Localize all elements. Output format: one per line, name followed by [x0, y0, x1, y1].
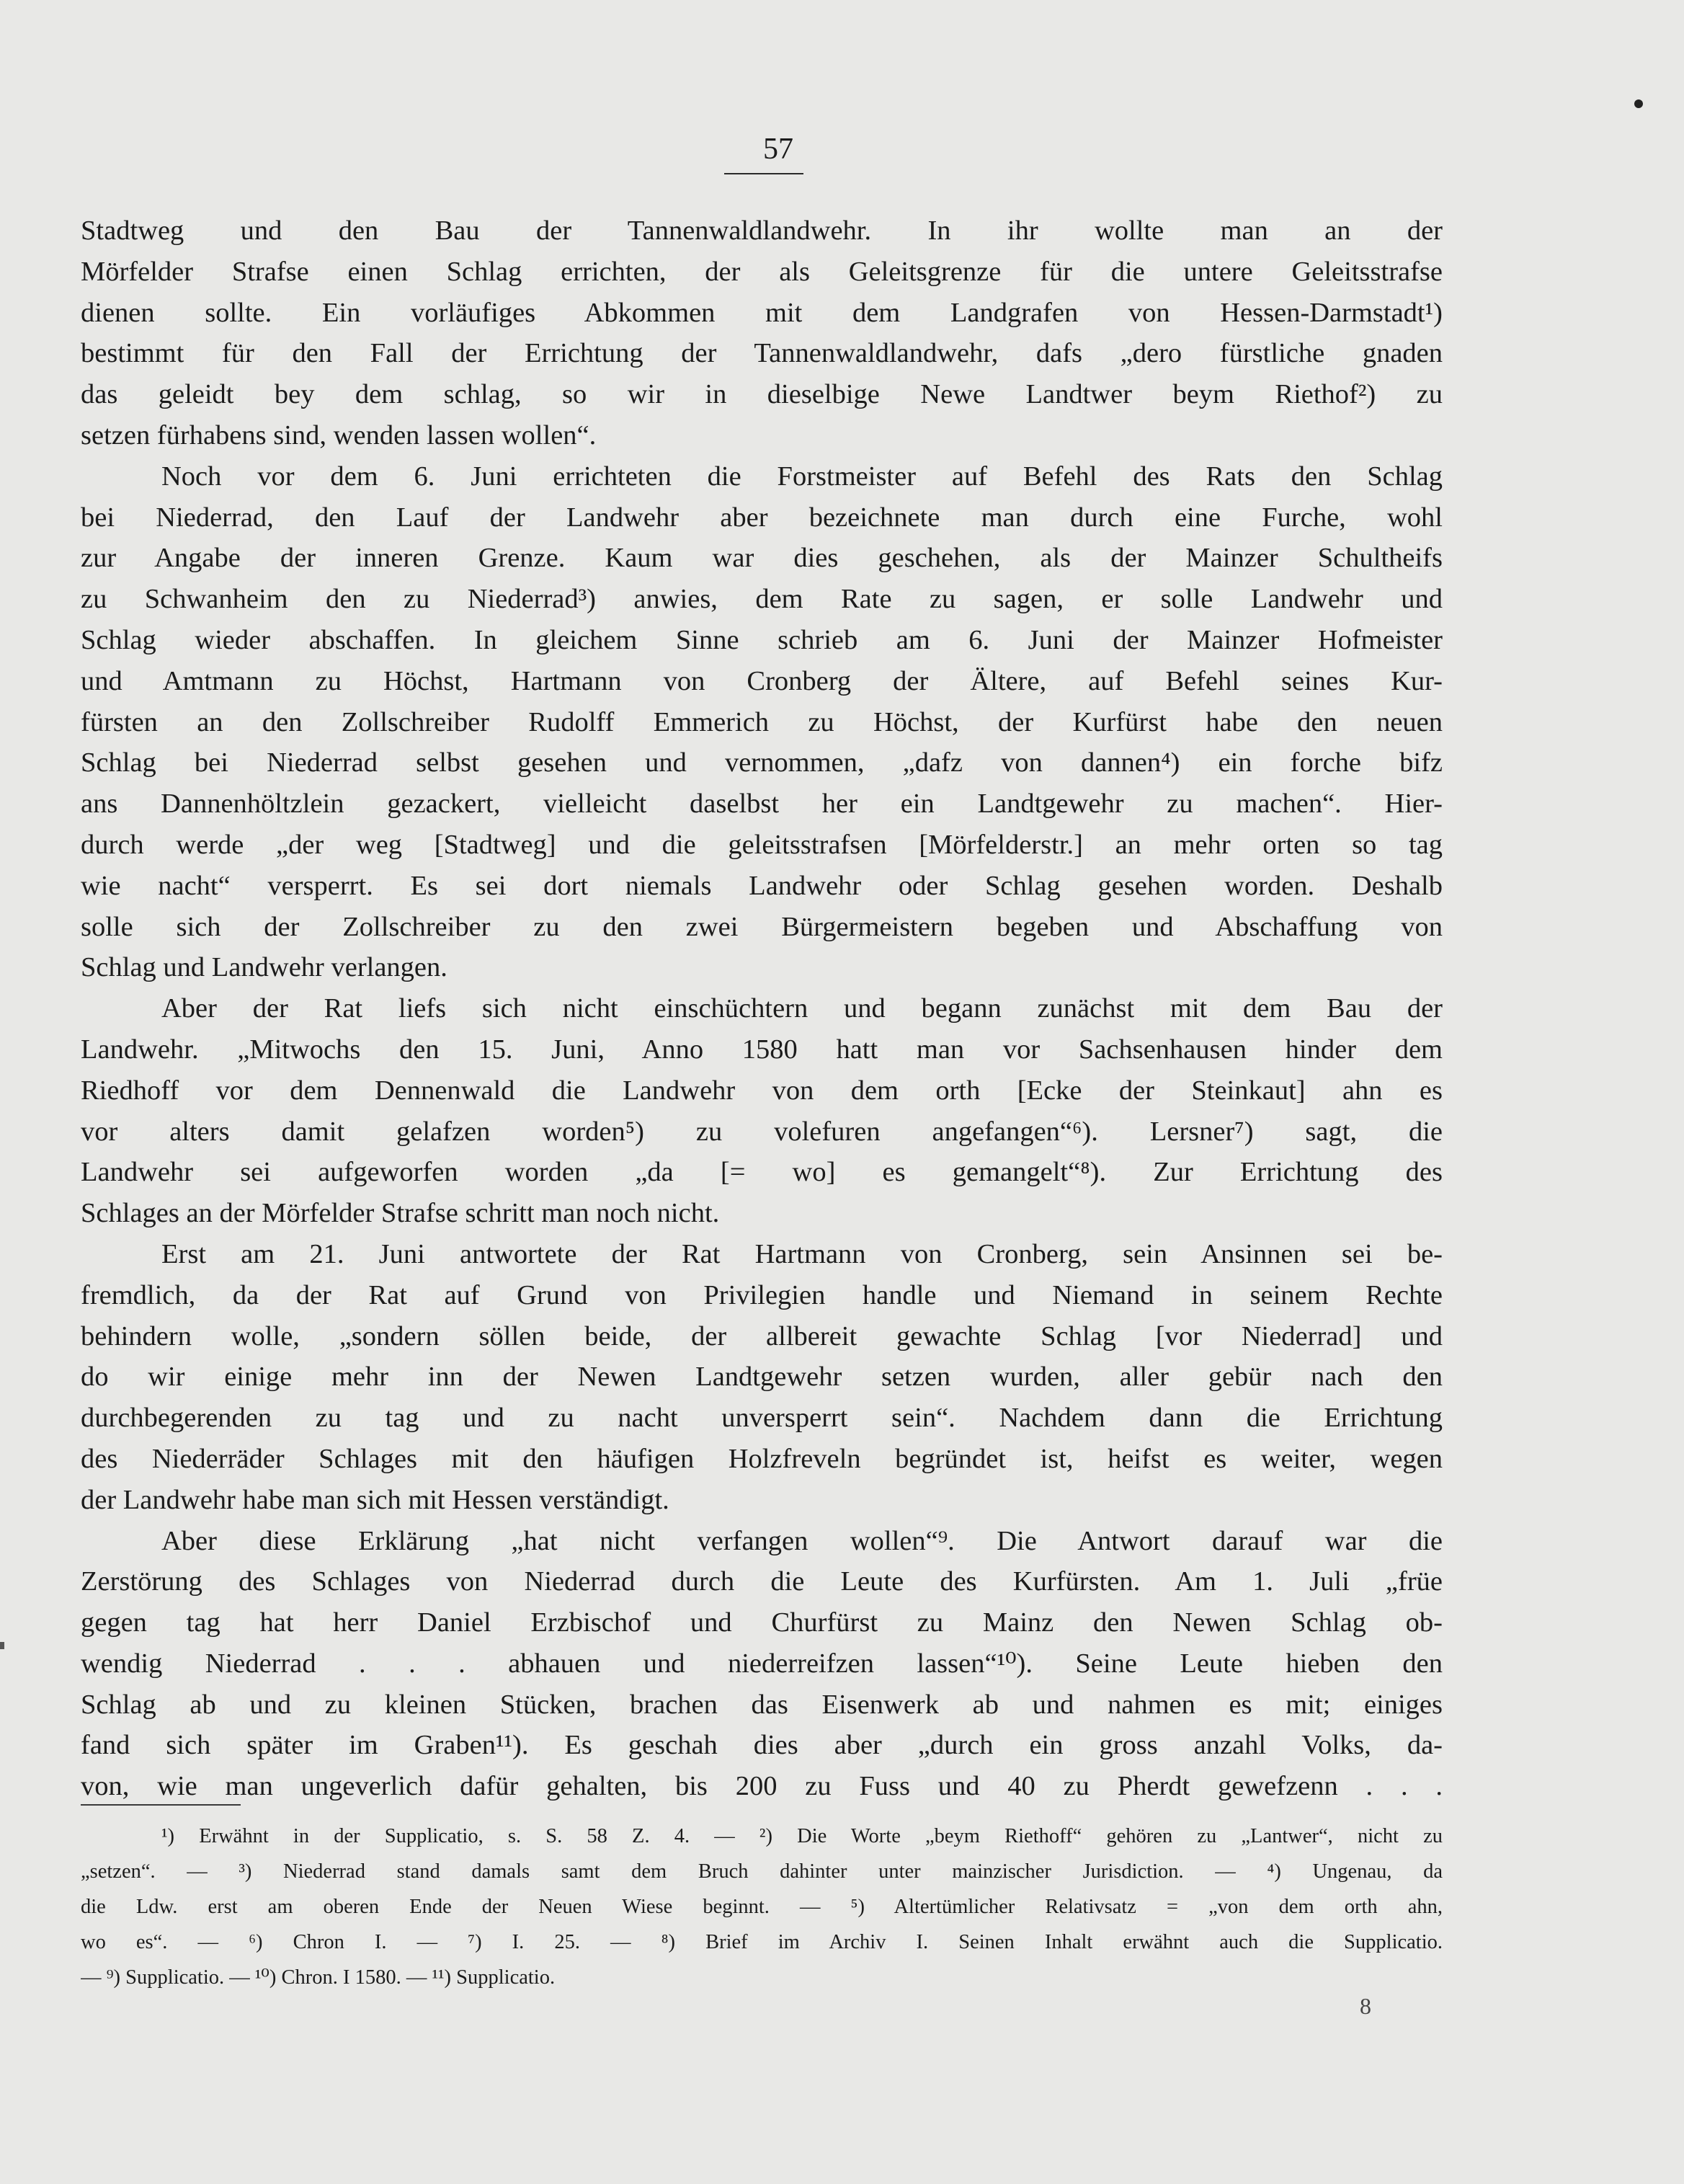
text-line: von, wie man ungeverlich dafür gehalten, bis 200 zu Fuss und 40 zu Pherdt gewefzenn . . . [81, 1771, 1443, 1802]
text-line: bei Niederrad, den Lauf der Landwehr aber bezeichnete man durch eine Furche, wohl [81, 502, 1443, 533]
text-line: Noch vor dem 6. Juni errichteten die Forstmeister auf Befehl des Rats den Schlag [161, 461, 1443, 492]
text-line: Mörfelder Strafse einen Schlag errichten, der als Geleitsgrenze für die untere Geleitsstrafse [81, 256, 1443, 287]
signature-mark: 8 [1360, 1993, 1371, 2019]
text-line: Zerstörung des Schlages von Niederrad durch die Leute des Kurfürsten. Am 1. Juli „früe [81, 1566, 1443, 1597]
text-line: solle sich der Zollschreiber zu den zwei Bürgermeistern begeben und Abschaffung von [81, 911, 1443, 942]
text-line: vor alters damit gelafzen worden⁵) zu volefuren angefangen“⁶). Lersner⁷) sagt, die [81, 1116, 1443, 1147]
text-line: ans Dannenhöltzlein gezackert, vielleicht daselbst her ein Landtgewehr zu machen“. Hier- [81, 789, 1443, 820]
text-line: durch werde „der weg [Stadtweg] und die geleitsstrafsen [Mörfelderstr.] an mehr orten so tag [81, 829, 1443, 860]
text-line: Schlag wieder abschaffen. In gleichem Sinne schrieb am 6. Juni der Mainzer Hofmeister [81, 624, 1443, 655]
text-line: Landwehr. „Mitwochs den 15. Juni, Anno 1580 hatt man vor Sachsenhausen hinder dem [81, 1034, 1443, 1065]
text-line: Schlag bei Niederrad selbst gesehen und vernommen, „dafz von dannen⁴) ein forche bifz [81, 747, 1443, 778]
footnote-line: — ⁹) Supplicatio. — ¹⁰) Chron. I 1580. — ¹¹) Supplicatio. [81, 1966, 556, 1989]
text-line: fand sich später im Graben¹¹). Es geschah dies aber „durch ein gross anzahl Volks, da- [81, 1730, 1443, 1761]
text-line: fürsten an den Zollschreiber Rudolff Emmerich zu Höchst, der Kurfürst habe den neuen [81, 706, 1443, 737]
text-line: Riedhoff vor dem Dennenwald die Landwehr von dem orth [Ecke der Steinkaut] ahn es [81, 1075, 1443, 1106]
footnote-line: ¹) Erwähnt in der Supplicatio, s. S. 58 Z. 4. — ²) Die Worte „beym Riethoff“ gehören zu „Lantwer“, nicht zu [161, 1825, 1443, 1847]
text-line: bestimmt für den Fall der Errichtung der Tannenwaldlandwehr, dafs „dero fürstliche gnaden [81, 338, 1443, 369]
text-line: setzen fürhabens sind, wenden lassen wollen“. [81, 420, 597, 450]
text-line: zu Schwanheim den zu Niederrad³) anwies, dem Rate zu sagen, er solle Landwehr und [81, 584, 1443, 615]
text-line: der Landwehr habe man sich mit Hessen verständigt. [81, 1484, 669, 1515]
text-line: wie nacht“ versperrt. Es sei dort niemals Landwehr oder Schlag gesehen worden. Deshalb [81, 870, 1443, 901]
text-line: Aber diese Erklärung „hat nicht verfangen wollen“⁹. Die Antwort darauf war die [161, 1525, 1443, 1556]
text-line: do wir einige mehr inn der Newen Landtgewehr setzen wurden, aller gebür nach den [81, 1362, 1443, 1393]
footnote-rule [81, 1804, 241, 1806]
text-line: gegen tag hat herr Daniel Erzbischof und Churfürst zu Mainz den Newen Schlag ob- [81, 1607, 1443, 1638]
text-line: Schlag ab und zu kleinen Stücken, brachen das Eisenwerk ab und nahmen es mit; einiges [81, 1689, 1443, 1720]
edge-speck-left [0, 1642, 4, 1649]
edge-speck [1634, 99, 1643, 108]
footnote-line: „setzen“. — ³) Niederrad stand damals samt dem Bruch dahinter unter mainzischer Jurisdiction. — ⁴) Ungenau, da [81, 1860, 1443, 1883]
text-line: Landwehr sei aufgeworfen worden „da [= wo] es gemangelt“⁸). Zur Errichtung des [81, 1157, 1443, 1188]
text-line: behindern wolle, „sondern söllen beide, der allbereit gewachte Schlag [vor Niederrad] und [81, 1320, 1443, 1351]
text-line: Schlag und Landwehr verlangen. [81, 952, 447, 983]
text-line: zur Angabe der inneren Grenze. Kaum war dies geschehen, als der Mainzer Schultheifs [81, 543, 1443, 574]
body-text [81, 210, 1443, 1807]
text-line: durchbegerenden zu tag und zu nacht unversperrt sein“. Nachdem dann die Errichtung [81, 1403, 1443, 1434]
text-line: des Niederräder Schlages mit den häufigen Holzfreveln begründet ist, heifst es weiter, wegen [81, 1443, 1443, 1474]
text-line: dienen sollte. Ein vorläufiges Abkommen mit dem Landgrafen von Hessen-Darmstadt¹) [81, 297, 1443, 328]
text-line: wendig Niederrad . . . abhauen und niederreifzen lassen“¹⁰). Seine Leute hieben den [81, 1648, 1443, 1679]
footnote-line: wo es“. — ⁶) Chron I. — ⁷) I. 25. — ⁸) Brief im Archiv I. Seinen Inhalt erwähnt auch die Supplicatio. [81, 1931, 1443, 1953]
page-number: 57 [763, 133, 793, 166]
footnotes [81, 1819, 1443, 1995]
footnote-line: die Ldw. erst am oberen Ende der Neuen Wiese beginnt. — ⁵) Altertümlicher Relativsatz = „von dem orth ahn, [81, 1896, 1443, 1918]
text-line: Stadtweg und den Bau der Tannenwaldlandwehr. In ihr wollte man an der [81, 216, 1443, 246]
text-line: Aber der Rat liefs sich nicht einschüchtern und begann zunächst mit dem Bau der [161, 993, 1443, 1024]
text-line: fremdlich, da der Rat auf Grund von Privilegien handle und Niemand in seinem Rechte [81, 1279, 1443, 1310]
text-line: Schlages an der Mörfelder Strafse schritt man noch nicht. [81, 1198, 720, 1229]
text-line: Erst am 21. Juni antwortete der Rat Hartmann von Cronberg, sein Ansinnen sei be- [161, 1238, 1443, 1269]
page-number-rule [724, 173, 803, 174]
text-line: und Amtmann zu Höchst, Hartmann von Cronberg der Ältere, auf Befehl seines Kur- [81, 665, 1443, 696]
text-line: das geleidt bey dem schlag, so wir in dieselbige Newe Landtwer beym Riethof²) zu [81, 379, 1443, 410]
